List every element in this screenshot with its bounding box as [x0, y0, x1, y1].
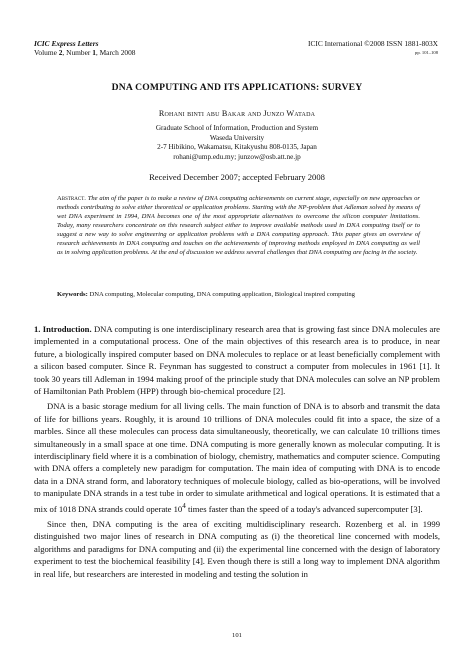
- abstract-heading: Abstract.: [57, 195, 86, 202]
- received-dates: Received December 2007; accepted February 2008: [149, 172, 325, 182]
- abstract: [57, 194, 420, 257]
- paper-authors: Rohani binti abu Bakar and Junzo Watada: [158, 109, 316, 118]
- journal-name: ICIC Express Letters: [34, 39, 99, 48]
- affiliation-block: [0, 124, 474, 162]
- paper-title: DNA COMPUTING AND ITS APPLICATIONS: SURVEY: [111, 82, 363, 93]
- author-emails: rohani@ump.edu.my; junzow@osb.att.ne.jp: [173, 152, 301, 161]
- exponent: 4: [182, 501, 186, 510]
- abstract-text: The aim of the paper is to make a review of DNA computing achievements on current stage, especially on new approaches or methods contributing to solve either theoretical or application problems. Starting with the NP-problem that Adleman solved by means of wet DNA experiment in 1994, DNA becomes one of the most appropriate alternatives to overcome the silicon computer limitations. Today, many researchers concentrate on this research subject either to improve available methods used in DNA computing itself or to suggest a new way to solve engineering or application problems with a DNA computing approach. This paper gives an overview of research achievements in DNA computing and touches on the achievements of improving methods employed in DNA computing as well as in solving application problems. At the end of discussion we address several challenges that DNA computing are facing in the society.: [57, 195, 420, 256]
- section-heading: 1. Introduction.: [34, 324, 92, 334]
- keywords-text: DNA computing, Molecular computing, DNA computing application, Biological inspired computing: [89, 291, 355, 298]
- paragraph: [34, 323, 440, 397]
- introduction-section: [34, 323, 440, 580]
- paragraph: [34, 518, 440, 580]
- affiliation-line: Graduate School of Information, Production and System: [155, 124, 319, 132]
- paragraph-text: DNA computing is one interdisciplinary research area that is growing fast since DNA molecules are implemented in a computational process. One of the main objectives of this research area is to produce, in near future, a biologically inspired computer based on DNA molecules to replace or at least beneficially complement with a silicon based computer. Since R. Feynman has suggested to construct a computer from molecules in 1961 [1]. It took 30 years till Adleman in 1994 making proof of the principle study that DNA molecules can solve an NP problem of Hamiltonian Path Problem (HPP) through bio-chemical procedure [2].: [34, 324, 440, 397]
- issue-date: , March 2008: [95, 47, 136, 57]
- keywords-heading: Keywords:: [57, 291, 88, 298]
- volume-prefix: Volume: [34, 47, 59, 57]
- paragraph: [34, 400, 440, 515]
- number-prefix: , Number: [62, 47, 93, 57]
- page-number: 101: [232, 632, 242, 639]
- page-range: pp. 101–108: [415, 49, 438, 55]
- publisher-issn: ICIC International ©2008 ISSN 1881-803X: [307, 39, 438, 48]
- affiliation-line: Waseda University: [209, 133, 265, 142]
- paragraph-text: Since then, DNA computing is the area of exciting multidisciplinary research. Rozenberg et al. in 1999 distinguished two major lines of research in DNA computing as (i) the theoretical line concerned with models, algorithms and paradigms for DNA computing and (ii) the experimental line concerned with the design of laboratory experiment to test the biochemical feasibility [4]. Even though there is still a long way to implement DNA algorithm in real life, but researchers are interested in modeling and testing the solution in: [34, 518, 440, 579]
- volume-number: 2: [58, 47, 63, 57]
- paragraph-text: times faster than the speed of a today's advanced supercomputer [3].: [187, 503, 423, 514]
- running-header-left: [34, 40, 136, 57]
- affiliation-line: 2-7 Hibikino, Wakamatsu, Kitakyushu 808-0135, Japan: [157, 143, 317, 152]
- running-header-right: [308, 40, 438, 57]
- volume-line: [34, 49, 136, 58]
- issue-number: 1: [92, 47, 96, 57]
- paragraph-text: DNA is a basic storage medium for all living cells. The main function of DNA is to absorb and transmit the data of life for billions years. Roughly, it is around 10 trillions of DNA molecules could fit into a space, the size of a marbles. Since all these molecules can process data simultaneously, theoretically, we can calculate 10 trillions times simultaneously in a small space at one time. DNA computing is more generally known as molecular computing. It is interdisciplinary field where it is a combination of biology, chemistry, mathematics and computer science. Computing with DNA offers a completely new paradigm for computation. The main idea of computing with DNA is to encode data in a DNA strand form, and laboratory techniques of molecule biology, called as bio-operations, will be involved to manipulate DNA strands in a test tube in order to simulate arithmetical and logical operations. It is estimated that a mix of 1018 DNA strands could operate 10: [34, 401, 440, 514]
- keywords: [57, 290, 420, 299]
